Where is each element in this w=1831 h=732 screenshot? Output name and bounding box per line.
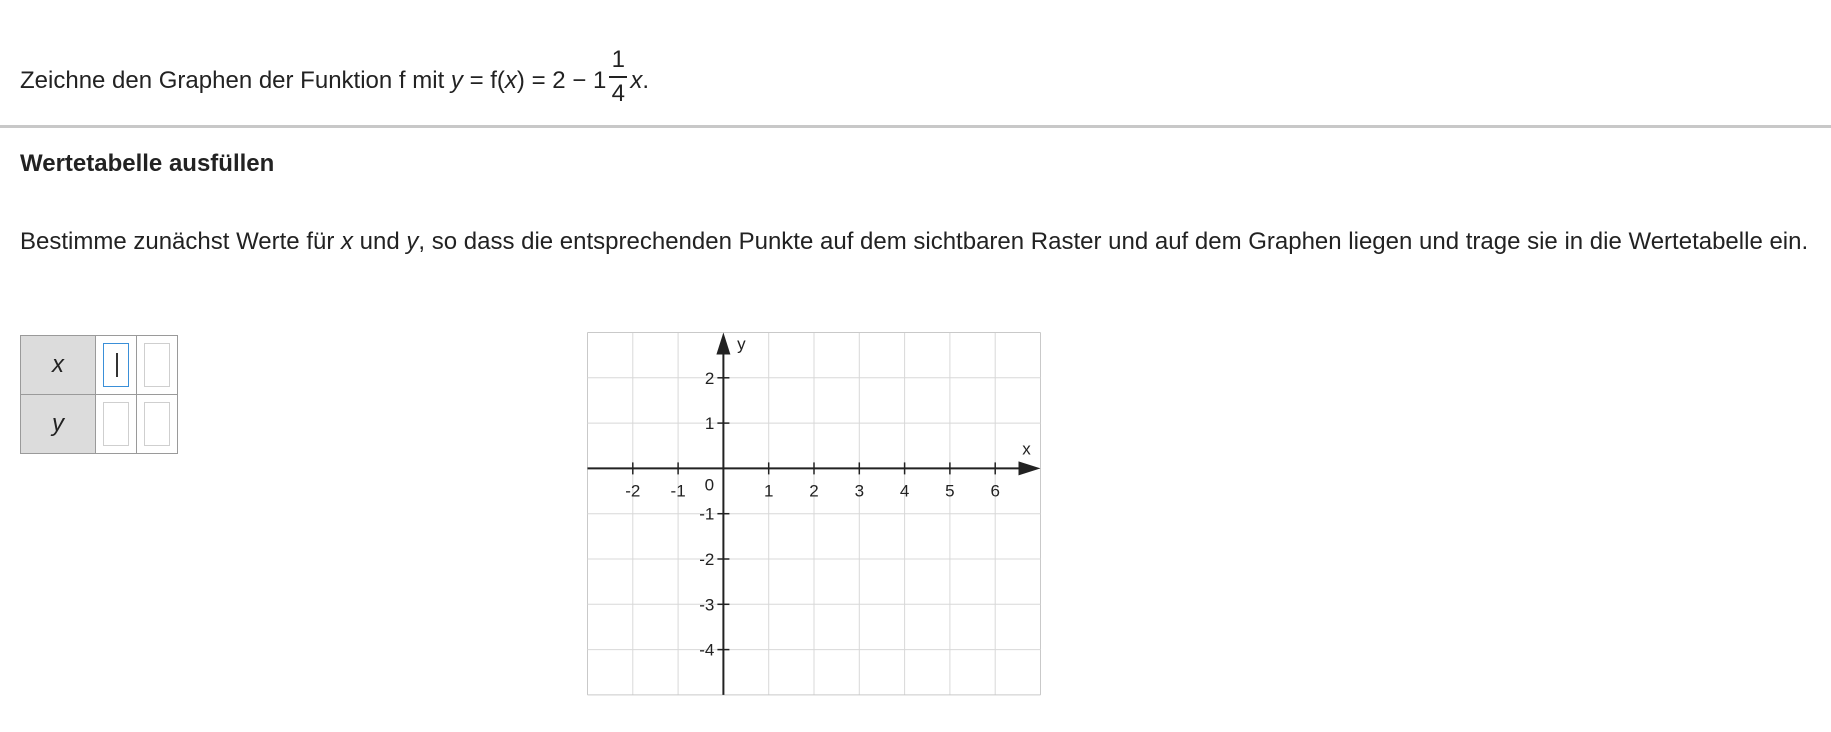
task-intro: Zeichne den Graphen der Funktion f mit xyxy=(20,67,451,94)
instruction-part-b: und xyxy=(353,228,407,255)
instruction-text xyxy=(20,222,1820,261)
row-x-label: x xyxy=(21,336,96,395)
y-tick-label: 1 xyxy=(704,414,715,434)
task-mixed-number xyxy=(516,46,630,112)
x-tick-label: 2 xyxy=(809,481,819,501)
x-input-cell-1 xyxy=(96,336,137,395)
x-tick-label: -2 xyxy=(625,481,641,501)
task-end: . xyxy=(642,67,649,94)
task-eq-part1: = f( xyxy=(462,67,505,94)
y-tick-label: -3 xyxy=(699,595,715,615)
task-x-var-end: x xyxy=(630,67,643,94)
fraction-numerator: 1 xyxy=(611,46,625,73)
x-input-cell-2 xyxy=(137,336,178,395)
y-value-input-2[interactable] xyxy=(144,402,170,446)
x-tick-label: -1 xyxy=(670,481,686,501)
y-input-cell-2 xyxy=(137,395,178,454)
y-tick-label: -4 xyxy=(699,640,715,660)
y-tick-label: -1 xyxy=(699,504,715,524)
fraction-bar xyxy=(609,76,627,78)
x-tick-label: 5 xyxy=(945,481,955,501)
row-y-label: y xyxy=(21,395,96,454)
section-divider xyxy=(0,125,1831,128)
task-fraction xyxy=(609,46,627,108)
value-table-row-x xyxy=(21,336,178,395)
tick-labels xyxy=(625,335,1031,660)
x-tick-label: 6 xyxy=(990,481,1000,501)
y-tick-label: 2 xyxy=(704,368,715,388)
origin-label: 0 xyxy=(704,475,715,495)
instruction-y-var: y xyxy=(406,228,419,255)
task-eq-part2: ) = 2 − 1 xyxy=(516,67,607,94)
x-axis-arrow xyxy=(1019,461,1041,475)
y-input-cell-1 xyxy=(96,395,137,454)
instruction-part-c: , so dass die entsprechenden Punkte auf dem sichtbaren Raster und auf dem Graphen liegen und trage sie in die Wertetabelle ein. xyxy=(418,228,1809,255)
fraction-denominator: 4 xyxy=(611,80,625,107)
value-table xyxy=(20,335,178,454)
x-tick-label: 1 xyxy=(763,481,774,501)
y-axis-arrow xyxy=(716,333,730,355)
text-cursor xyxy=(116,353,118,377)
coordinate-grid[interactable] xyxy=(585,330,1045,700)
x-tick-label: 3 xyxy=(854,481,865,501)
y-tick-label: -2 xyxy=(699,550,715,569)
grid-lines xyxy=(588,333,1041,695)
x-value-input-2[interactable] xyxy=(144,343,170,387)
task-x-var: x xyxy=(504,67,517,94)
task-y-var: y xyxy=(450,67,463,94)
instruction-part-a: Bestimme zunächst Werte für xyxy=(20,228,341,255)
x-value-input-1[interactable] xyxy=(103,343,129,387)
instruction-x-var: x xyxy=(341,228,353,255)
y-value-input-1[interactable] xyxy=(103,402,129,446)
section-title: Wertetabelle ausfüllen xyxy=(20,150,275,177)
x-axis-label: x xyxy=(1022,439,1031,459)
x-tick-label: 4 xyxy=(899,481,910,501)
y-axis-label: y xyxy=(737,334,746,354)
value-table-row-y xyxy=(21,395,178,454)
